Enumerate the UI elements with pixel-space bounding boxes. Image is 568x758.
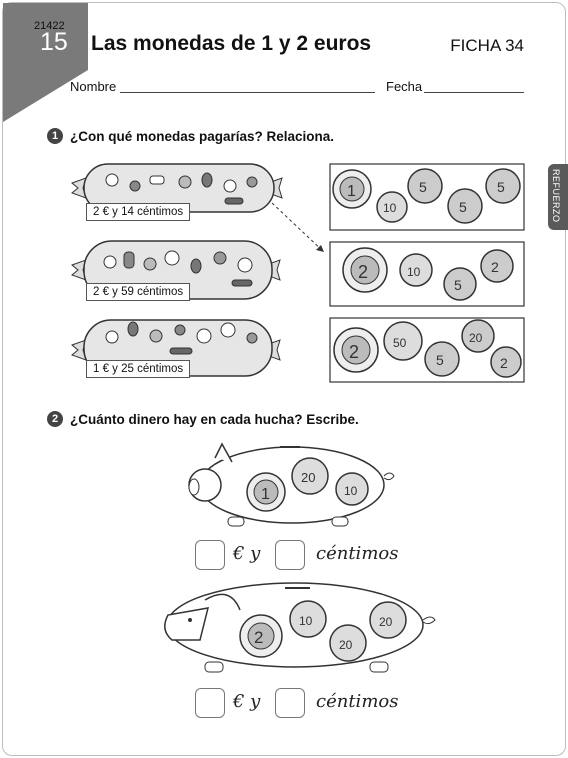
- piggy-1-euro-sign: € y: [233, 543, 261, 564]
- piggy-bank-2: [165, 583, 435, 672]
- svg-text:5: 5: [497, 179, 505, 195]
- worksheet-number: FICHA 34: [450, 36, 524, 55]
- page-code: 21422: [34, 20, 65, 32]
- svg-text:1: 1: [347, 183, 356, 200]
- exercise-2-instruction: ¿Cuánto dinero hay en cada hucha? Escribe.: [70, 412, 359, 427]
- name-label: Nombre: [70, 79, 117, 94]
- svg-text:2: 2: [254, 628, 264, 647]
- svg-text:5: 5: [419, 179, 427, 195]
- unit-number: 15: [40, 28, 68, 56]
- piggy-2-euros-box[interactable]: [195, 688, 225, 718]
- svg-text:2: 2: [349, 342, 360, 362]
- price-tag-3: 1 € y 25 céntimos: [86, 360, 190, 378]
- piggy-2-euro-sign: € y: [233, 691, 261, 712]
- svg-text:20: 20: [469, 331, 483, 345]
- exercise-2-number: 2: [47, 411, 63, 427]
- piggy-bank-1: [189, 444, 394, 526]
- price-tag-2: 2 € y 59 céntimos: [86, 283, 190, 301]
- svg-text:1: 1: [261, 486, 270, 503]
- svg-text:5: 5: [436, 352, 444, 368]
- piggy-1-cents-box[interactable]: [275, 540, 305, 570]
- svg-text:2: 2: [500, 355, 508, 371]
- price-tag-1: 2 € y 14 céntimos: [86, 203, 190, 221]
- piggy-2-cents-box[interactable]: [275, 688, 305, 718]
- page-title: Las monedas de 1 y 2 euros: [91, 32, 372, 55]
- svg-text:5: 5: [454, 277, 462, 293]
- svg-text:20: 20: [301, 470, 316, 485]
- svg-text:10: 10: [383, 201, 397, 215]
- exercise-1-number: 1: [47, 128, 63, 144]
- svg-text:2: 2: [358, 262, 369, 282]
- svg-text:50: 50: [393, 336, 407, 350]
- piggy-1-euros-box[interactable]: [195, 540, 225, 570]
- piggy-2-cents-word: céntimos: [316, 691, 399, 712]
- example-match-line: [272, 203, 324, 252]
- svg-text:5: 5: [459, 199, 467, 215]
- svg-text:10: 10: [407, 265, 421, 279]
- exercise-1-instruction: ¿Con qué monedas pagarías? Relaciona.: [70, 129, 335, 144]
- piggy-1-cents-word: céntimos: [316, 543, 399, 564]
- svg-text:10: 10: [299, 614, 313, 628]
- svg-text:2: 2: [491, 259, 499, 275]
- svg-text:20: 20: [339, 638, 353, 652]
- svg-text:10: 10: [344, 484, 358, 498]
- reinforcement-tab-label: REFUERZO: [551, 169, 561, 223]
- svg-text:20: 20: [379, 615, 393, 629]
- date-label: Fecha: [386, 79, 423, 94]
